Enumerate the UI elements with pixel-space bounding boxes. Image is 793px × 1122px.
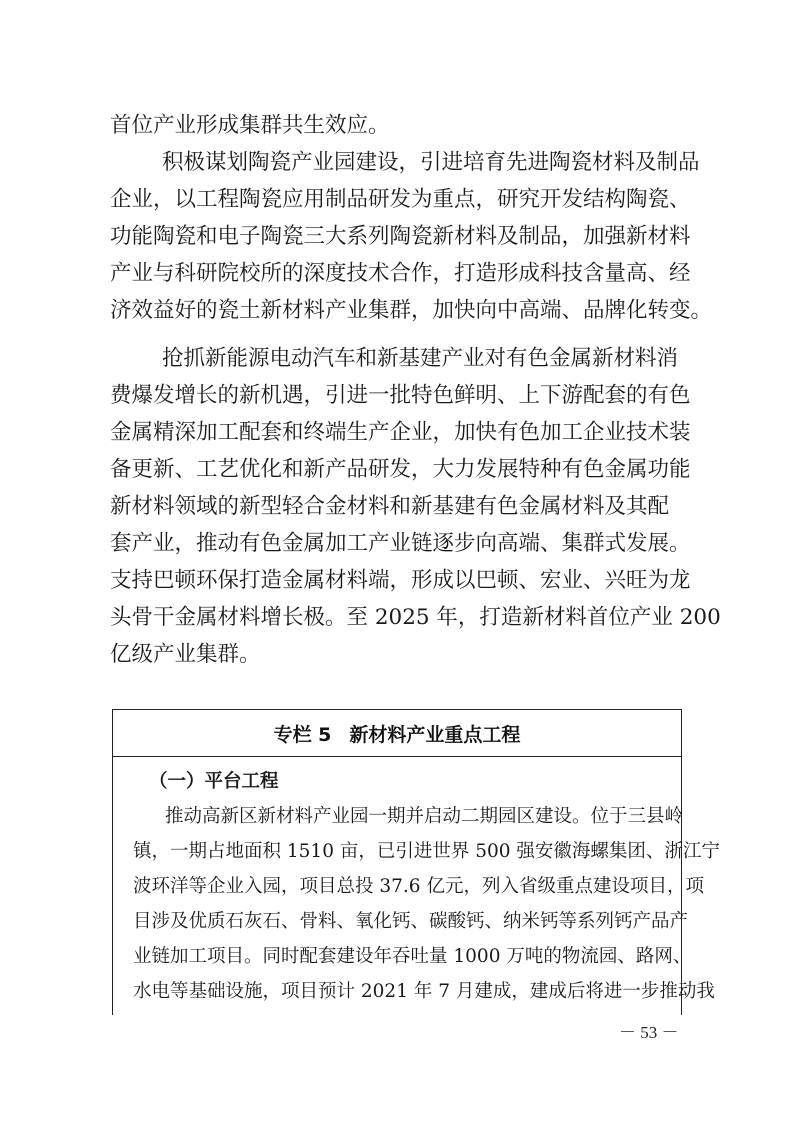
body-line: 亿级产业集群。 xyxy=(110,642,261,667)
box-line: 目涉及优质石灰石、骨料、氧化钙、碳酸钙、纳米钙等系列钙产品产 xyxy=(133,911,689,932)
box-line: 推动高新区新材料产业园一期并启动二期园区建设。位于三县岭 xyxy=(165,806,684,827)
box-line: 业链加工项目。同时配套建设年吞吐量 1000 万吨的物流园、路网、 xyxy=(133,946,692,967)
body-line: 产业与科研院校所的深度技术合作，打造形成科技含量高、经 xyxy=(110,261,691,286)
body-line: 功能陶瓷和电子陶瓷三大系列陶瓷新材料及制品，加强新材料 xyxy=(110,224,691,249)
body-line: 套产业，推动有色金属加工产业链逐步向高端、集群式发展。 xyxy=(110,531,691,556)
box-line: 水电等基础设施，项目预计 2021 年 7 月建成，建成后将进一步推动我 xyxy=(133,981,715,1002)
feature-box-label: 专栏 5 xyxy=(273,723,332,746)
body-line: 抢抓新能源电动汽车和新基建产业对有色金属新材料消 xyxy=(162,346,679,371)
feature-box-title xyxy=(113,710,681,757)
section-heading: （一）平台工程 xyxy=(149,771,279,792)
body-line: 首位产业形成集群共生效应。 xyxy=(110,113,390,138)
body-line: 头骨干金属材料增长极。至 2025 年，打造新材料首位产业 200 xyxy=(110,605,721,630)
feature-box-heading: 新材料产业重点工程 xyxy=(349,723,521,746)
body-line: 费爆发增长的新机遇，引进一批特色鲜明、上下游配套的有色 xyxy=(110,383,691,408)
page-number: － 53 － xyxy=(619,1023,679,1042)
box-line: 波环洋等企业入园，项目总投 37.6 亿元，列入省级重点建设项目，项 xyxy=(133,876,704,897)
body-line: 新材料领域的新型轻合金材料和新基建有色金属材料及其配 xyxy=(110,494,670,519)
body-line: 金属精深加工配套和终端生产企业，加快有色加工企业技术装 xyxy=(110,420,691,445)
feature-box xyxy=(112,709,720,1015)
box-line: 镇，一期占地面积 1510 亩，已引进世界 500 强安徽海螺集团、浙江宁 xyxy=(133,841,720,862)
body-line: 备更新、工艺优化和新产品研发，大力发展特种有色金属功能 xyxy=(110,457,691,482)
body-line: 济效益好的瓷土新材料产业集群，加快向中高端、品牌化转变。 xyxy=(110,298,713,323)
body-line: 支持巴顿环保打造金属材料端，形成以巴顿、宏业、兴旺为龙 xyxy=(110,568,691,593)
body-line: 积极谋划陶瓷产业园建设，引进培育先进陶瓷材料及制品 xyxy=(162,150,700,175)
body-line: 企业，以工程陶瓷应用制品研发为重点，研究开发结构陶瓷、 xyxy=(110,187,691,212)
